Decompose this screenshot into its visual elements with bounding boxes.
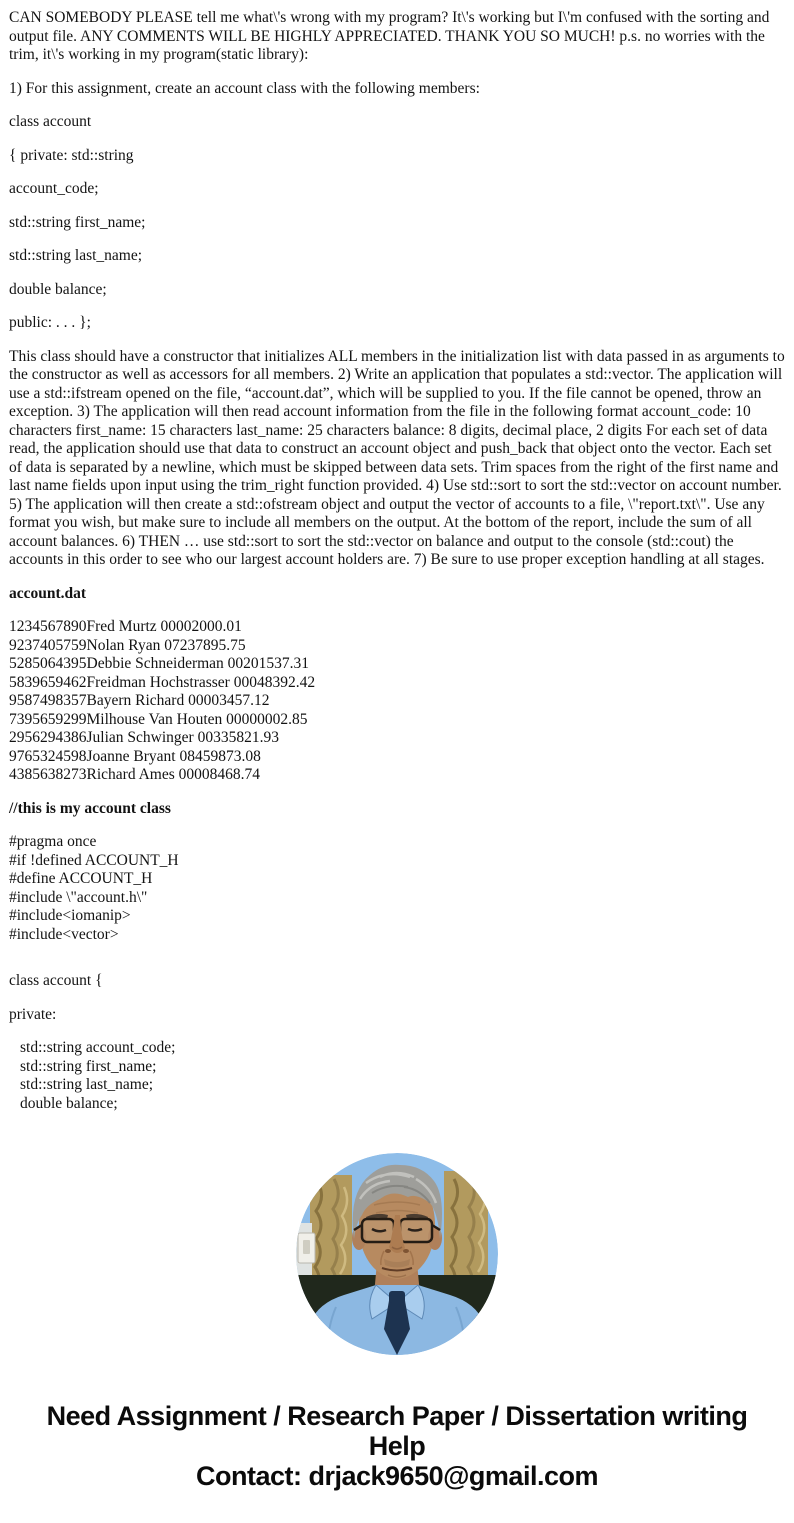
photo-section [0, 1153, 794, 1355]
data-line: 5839659462Freidman Hochstrasser 00048392.42 [9, 673, 316, 691]
code-line: #include \"account.h\" [9, 888, 148, 906]
class-open-line: class account { [9, 972, 103, 989]
member-line: std::string first_name; [20, 1057, 157, 1075]
data-line: 2956294386Julian Schwinger 00335821.93 [9, 729, 279, 746]
class-def-line: class account [9, 113, 92, 130]
class-def-line: double balance; [9, 280, 107, 298]
code-includes [9, 833, 785, 944]
data-line: 7395659299Milhouse Van Houten 00000002.85 [9, 710, 308, 728]
footer-contact-email: Contact: drjack9650@gmail.com [196, 1461, 598, 1491]
code-line: #if !defined ACCOUNT_H [9, 851, 179, 869]
class-def-line: std::string first_name; [9, 213, 146, 231]
code-heading: //this is my account class [9, 799, 171, 817]
account-dat-listing [9, 618, 785, 785]
data-line: 9237405759Nolan Ryan 07237895.75 [9, 636, 246, 654]
class-def-line: account_code; [9, 180, 99, 197]
man-portrait-photo [296, 1153, 498, 1355]
footer-heading: Need Assignment / Research Paper / Dissertation writing Help [46, 1401, 748, 1461]
account-dat-heading: account.dat [9, 584, 87, 602]
member-line: std::string last_name; [20, 1076, 154, 1093]
code-line: #include<iomanip> [9, 907, 131, 924]
data-line: 9587498357Bayern Richard 00003457.12 [9, 692, 270, 709]
data-line: 5285064395Debbie Schneiderman 00201537.31 [9, 655, 310, 672]
data-line: 4385638273Richard Ames 00008468.74 [9, 766, 260, 783]
code-line: #include<vector> [9, 925, 119, 943]
class-def-line: public: . . . }; [9, 314, 91, 331]
data-line: 1234567890Fred Murtz 00002000.01 [9, 618, 242, 635]
code-line: #pragma once [9, 833, 97, 850]
class-def-line: std::string last_name; [9, 247, 143, 264]
member-line: std::string account_code; [20, 1039, 176, 1056]
class-members [9, 1039, 785, 1113]
access-label: private: [9, 1005, 57, 1023]
code-line: #define ACCOUNT_H [9, 870, 153, 887]
member-line: double balance; [20, 1094, 118, 1112]
requirements-paragraph: This class should have a constructor that initializes ALL members in the initialization list with data passed in as arguments to the constructor as well as accessors for all members. 2) Write an application that populates a std::vector. The application will use a std::ifstream opened on the file, “account.dat”, which will be supplied to you. If the file cannot be opened, throw an exception. 3) The application will then read account information from the file in the following format account_code: 10 characters first_name: 15 characters last_name: 25 characters balance: 8 digits, decimal place, 2 digits For each set of data read, the application should use that data to construct an account object and push_back that object onto the vector. Each set of data is separated by a newline, which must be skipped between data sets. Trim spaces from the right of the first name and last name fields upon input using the trim_right function provided. 4) Use std::sort to sort the std::vector on account number. 5) The application will then create a std::ofstream object and output the vector of accounts to a file, \"report.txt\". Use any format you wish, but make sure to include all members on the output. At the bottom of the report, include the sum of all account balances. 6) THEN … use std::sort to sort the std::vector on balance and output to the console (std::cout) the accounts in this order to see who our largest account holders are. 7) Be sure to use proper exception handling at all stages. [9, 347, 785, 568]
data-line: 9765324598Joanne Bryant 08459873.08 [9, 747, 261, 765]
question-intro: CAN SOMEBODY PLEASE tell me what\'s wrong with my program? It\'s working but I\'m confused with the sorting and output file. ANY COMMENTS WILL BE HIGHLY APPRECIATED. THANK YOU SO MUCH! p.s. no worries with the trim, it\'s working in my program(static library): [9, 9, 770, 63]
class-def-line: { private: std::string [9, 146, 134, 164]
task-intro: 1) For this assignment, create an account class with the following members: [9, 79, 480, 97]
footer-ad [0, 1401, 794, 1491]
